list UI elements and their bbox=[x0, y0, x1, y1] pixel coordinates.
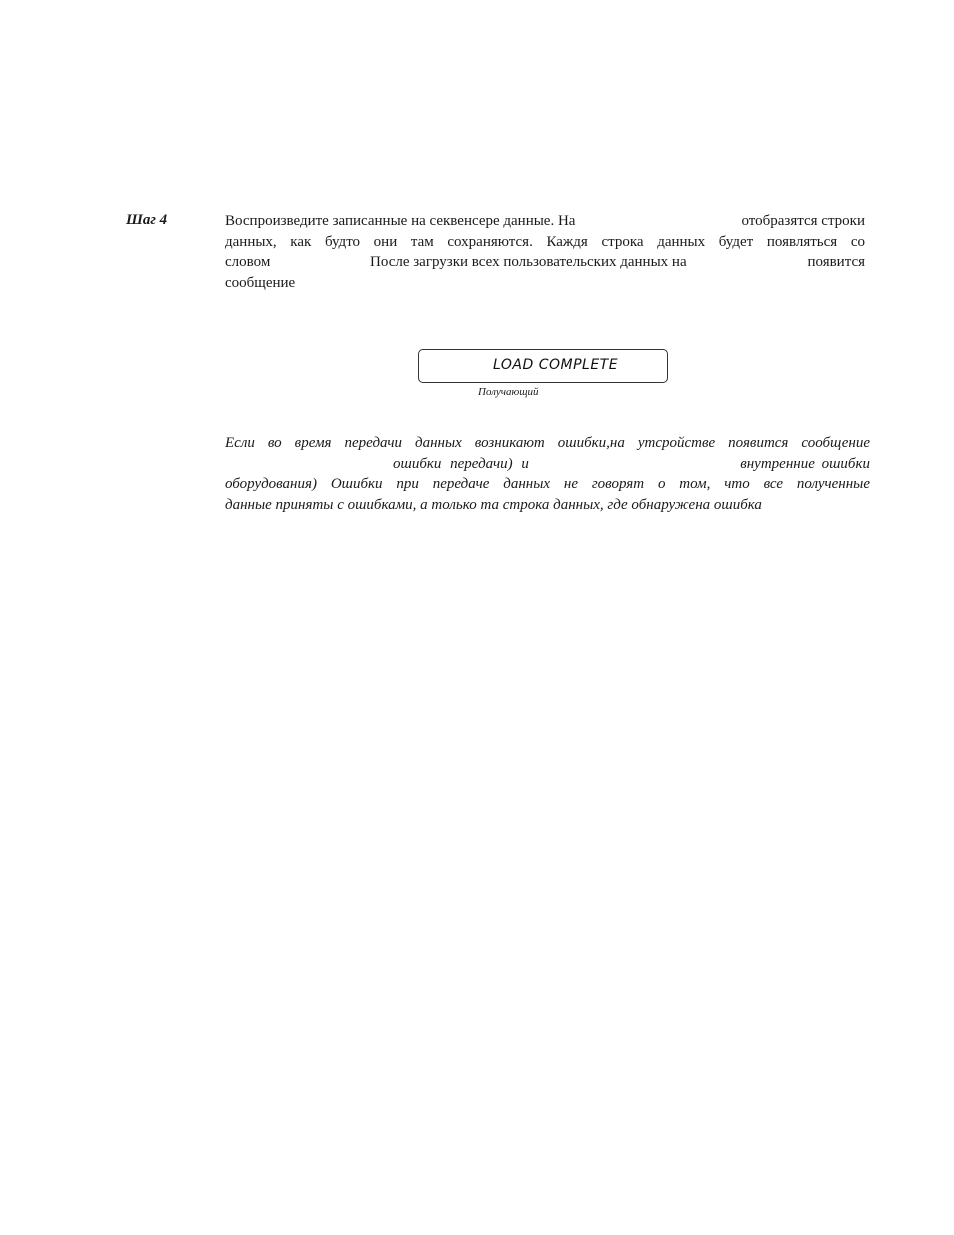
paragraph-line bbox=[225, 454, 870, 475]
paragraph-line: оборудования) Ошибки при передаче данных не говорят о том, что все полученные bbox=[225, 476, 870, 493]
paragraph-text: ошибки передачи) и bbox=[393, 455, 529, 472]
lcd-caption: Получающий bbox=[478, 386, 539, 398]
paragraph-line: сообщение bbox=[225, 275, 296, 292]
paragraph-line bbox=[225, 211, 865, 232]
paragraph-text: После загрузки всех пользовательских данных на bbox=[370, 254, 687, 271]
paragraph-line bbox=[225, 252, 865, 273]
paragraph-text: отобразятся строки bbox=[741, 213, 865, 229]
paragraph-text: внутренние ошибки bbox=[740, 455, 870, 472]
instruction-paragraph bbox=[225, 211, 865, 294]
lcd-text: LOAD COMPLETE bbox=[493, 357, 619, 373]
step-label: Шаг 4 bbox=[126, 212, 168, 228]
paragraph-text: Воспроизведите записанные на секвенсере данные. На bbox=[225, 213, 576, 229]
paragraph-line: Если во время передачи данных возникают ошибки,на утсройстве появится сообщение bbox=[225, 435, 870, 451]
paragraph-line: данные приняты с ошибками, а только та строка данных, где обнаружена ошибка bbox=[225, 497, 762, 514]
lcd-display bbox=[418, 349, 668, 383]
paragraph-text: словом bbox=[225, 254, 271, 271]
error-paragraph bbox=[225, 433, 870, 516]
paragraph-text: появится bbox=[807, 254, 865, 271]
paragraph-line: данных, как будто они там сохраняются. Каждя строка данных будет появляться со bbox=[225, 233, 865, 250]
